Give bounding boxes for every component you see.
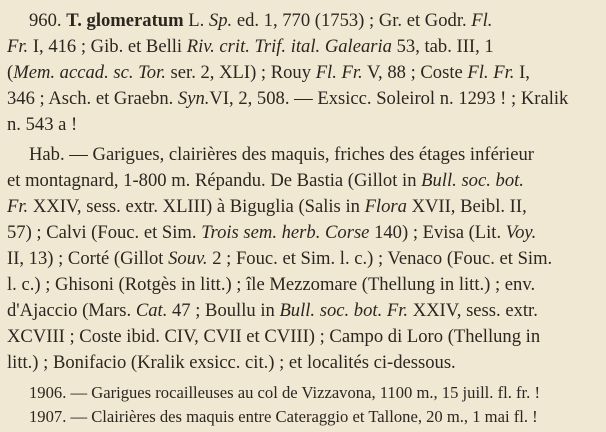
habitat-line-3: Fr. XXIV, sess. extr. XLIII) à Biguglia (Salis in Flora XVII, Beibl. II, bbox=[7, 196, 527, 217]
habitat-line-5: II, 13) ; Corté (Gillot Souv. 2 ; Fouc. et Sim. l. c.) ; Venaco (Fouc. et Sim. bbox=[7, 248, 553, 269]
entry-number: 960. bbox=[29, 10, 62, 31]
entry-line-5: n. 543 a ! bbox=[7, 114, 78, 135]
entry-line-2: Fr. I, 416 ; Gib. et Belli Riv. crit. Trif. ital. Galearia 53, tab. III, 1 bbox=[7, 36, 494, 57]
locality-1907: 1907. — Clairières des maquis entre Cateraggio et Tallone, 20 m., 1 mai fl. ! bbox=[29, 407, 538, 426]
habitat-line-7: d'Ajaccio (Mars. Cat. 47 ; Boullu in Bull. soc. bot. Fr. XXIV, sess. extr. bbox=[7, 300, 538, 321]
habitat-line-6: l. c.) ; Ghisoni (Rotgès in litt.) ; île Mezzomare (Thellung in litt.) ; env. bbox=[7, 274, 536, 295]
entry-line-4: 346 ; Asch. et Graebn. Syn.VI, 2, 508. — Exsicc. Soleirol n. 1293 ! ; Kralik bbox=[7, 88, 569, 109]
entry-line-1: 960. T. glomeratum L. Sp. ed. 1, 770 (1753) ; Gr. et Godr. Fl. bbox=[29, 10, 493, 31]
habitat-line-2: et montagnard, 1-800 m. Répandu. De Bastia (Gillot in Bull. soc. bot. bbox=[7, 170, 524, 191]
habitat-line-8: XCVIII ; Coste ibid. CIV, CVII et CVIII) ; Campo di Loro (Thellung in bbox=[7, 326, 541, 347]
locality-1906: 1906. — Garigues rocailleuses au col de Vizzavona, 1100 m., 15 juill. fl. fr. ! bbox=[29, 383, 540, 402]
entry-line-3: (Mem. accad. sc. Tor. ser. 2, XLI) ; Rouy Fl. Fr. V, 88 ; Coste Fl. Fr. I, bbox=[7, 62, 530, 83]
habitat-line-1: Hab. — Garigues, clairières des maquis, friches des étages inférieur bbox=[29, 144, 534, 165]
habitat-line-4: 57) ; Calvi (Fouc. et Sim. Trois sem. herb. Corse 140) ; Evisa (Lit. Voy. bbox=[7, 222, 537, 243]
habitat-line-9: litt.) ; Bonifacio (Kralik exsicc. cit.) ; et localités ci-dessous. bbox=[7, 352, 456, 373]
species-name: T. glomeratum bbox=[66, 10, 184, 31]
